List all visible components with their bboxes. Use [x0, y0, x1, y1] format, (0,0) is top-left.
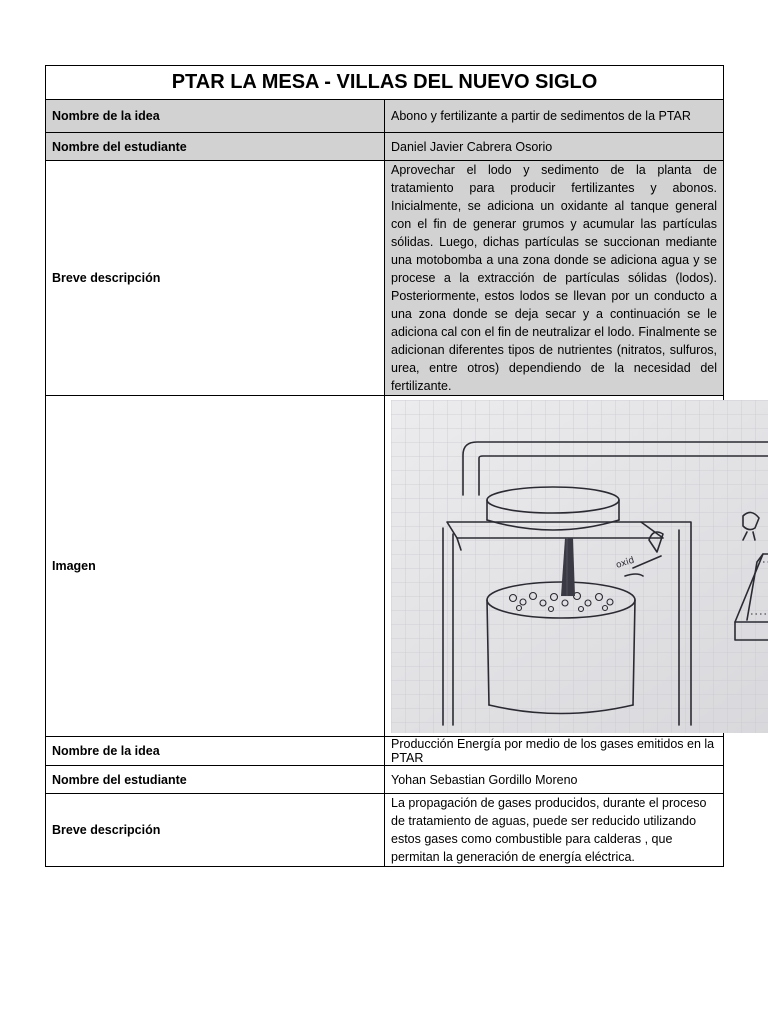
description-label: Breve descripción	[46, 794, 385, 867]
document-title: PTAR LA MESA - VILLAS DEL NUEVO SIGLO	[46, 66, 724, 100]
student-name-label: Nombre del estudiante	[46, 766, 385, 794]
sketch-photo	[391, 400, 768, 733]
student-name-value: Daniel Javier Cabrera Osorio	[385, 133, 724, 161]
idea-name-value: Producción Energía por medio de los gases emitidos en la PTAR	[385, 737, 724, 766]
student-name-value: Yohan Sebastian Gordillo Moreno	[385, 766, 724, 794]
student-name-label: Nombre del estudiante	[46, 133, 385, 161]
idea-name-label: Nombre de la idea	[46, 100, 385, 133]
image-label: Imagen	[46, 396, 385, 737]
idea-name-value: Abono y fertilizante a partir de sedimentos de la PTAR	[385, 100, 724, 133]
svg-text:oxid: oxid	[614, 555, 636, 571]
idea-name-label: Nombre de la idea	[46, 737, 385, 766]
description-value: La propagación de gases producidos, durante el proceso de tratamiento de aguas, puede ser reducido utilizando estos gases como combustible para calderas , que permitan la generación de energía eléctrica.	[385, 794, 724, 867]
image-cell	[385, 396, 724, 737]
description-label: Breve descripción	[46, 161, 385, 396]
project-table	[45, 65, 724, 867]
description-value: Aprovechar el lodo y sedimento de la planta de tratamiento para producir fertilizantes y abonos. Inicialmente, se adiciona un oxidante al tanque general con el fin de generar grumos y acumular las partículas sólidas. Luego, dichas partículas se succionan mediante una motobomba a una zona donde se adiciona agua y se procese a la extracción de partículas sólidas (lodos). Posteriormente, estos lodos se llevan por un conducto a una zona donde se deja secar y a continuación se le adiciona cal con el fin de neutralizar el lodo. Finalmente se adicionan diferentes tipos de nutrientes (nitratos, sulfuros, urea, entre otros) dependiendo de la necesidad del fertilizante.	[385, 161, 724, 396]
